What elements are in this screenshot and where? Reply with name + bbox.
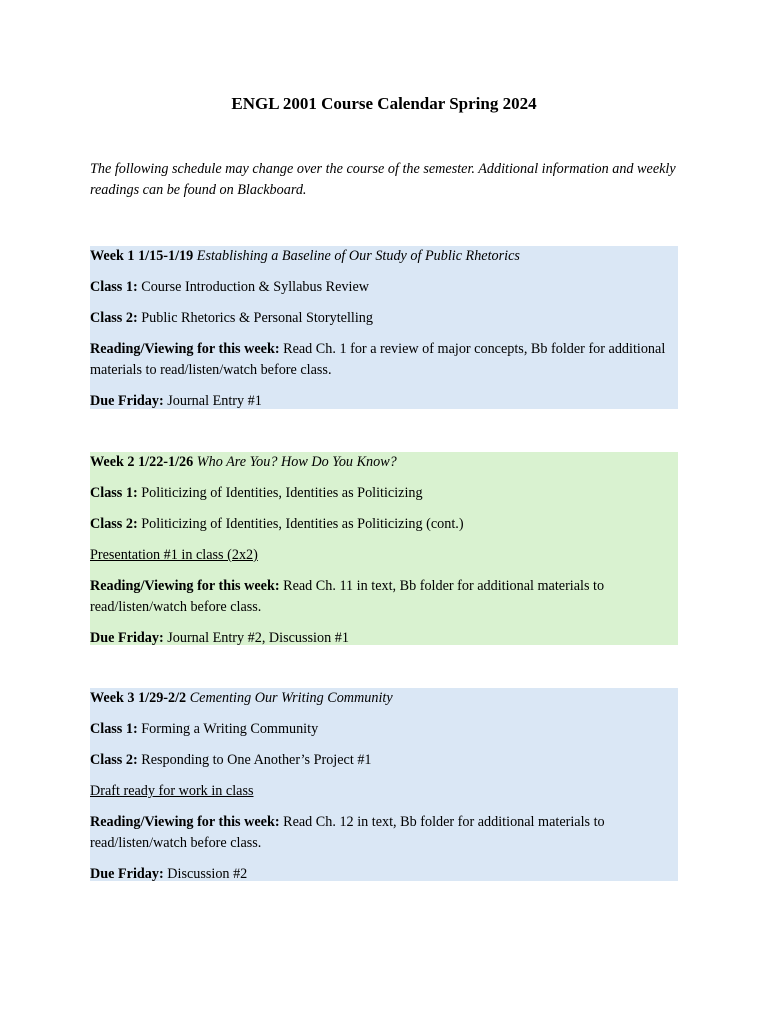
week-theme: Establishing a Baseline of Our Study of Public Rhetorics <box>196 248 520 264</box>
reading-label: Reading/Viewing for this week: <box>90 578 280 594</box>
due-label: Due Friday: <box>90 629 164 646</box>
week-2-section <box>90 452 678 645</box>
class-1-label: Class 1: <box>90 485 138 501</box>
reading-text: Read Ch. 1 for a review of major concepts, Bb folder for additional materials to read/listen/watch before class. <box>90 341 666 378</box>
week-heading <box>90 452 678 473</box>
week-label: Week 1 1/15-1/19 <box>90 248 194 264</box>
class-1-label: Class 1: <box>90 721 138 737</box>
due-label: Due Friday: <box>90 392 164 409</box>
week-theme: Who Are You? How Do You Know? <box>196 454 397 470</box>
week-label: Week 3 1/29-2/2 <box>90 690 187 706</box>
reading-label: Reading/Viewing for this week: <box>90 814 280 830</box>
due-text: Discussion #2 <box>167 865 248 882</box>
week-3-section <box>90 688 678 881</box>
class-2-text: Public Rhetorics & Personal Storytelling <box>141 310 373 326</box>
due-text: Journal Entry #2, Discussion #1 <box>167 629 349 646</box>
week-note: Presentation #1 in class (2x2) <box>90 547 258 563</box>
week-label: Week 2 1/22-1/26 <box>90 454 194 470</box>
reading-row <box>90 812 678 853</box>
due-row <box>90 391 678 412</box>
class-2-label: Class 2: <box>90 752 138 768</box>
class-2-row <box>90 750 678 771</box>
week-heading <box>90 688 678 709</box>
class-1-text: Politicizing of Identities, Identities as Politicizing <box>141 485 423 501</box>
class-2-text: Responding to One Another’s Project #1 <box>141 752 372 768</box>
due-row <box>90 628 678 649</box>
due-row <box>90 864 678 885</box>
class-2-label: Class 2: <box>90 310 138 326</box>
class-2-row <box>90 514 678 535</box>
note-row <box>90 781 678 802</box>
reading-label: Reading/Viewing for this week: <box>90 341 280 357</box>
reading-row <box>90 576 678 617</box>
reading-row <box>90 339 678 380</box>
page-title: ENGL 2001 Course Calendar Spring 2024 <box>231 94 537 113</box>
class-1-text: Forming a Writing Community <box>141 721 319 737</box>
class-1-row <box>90 277 678 298</box>
class-2-text: Politicizing of Identities, Identities as Politicizing (cont.) <box>141 516 464 532</box>
class-1-row <box>90 483 678 504</box>
class-2-row <box>90 308 678 329</box>
class-1-label: Class 1: <box>90 279 138 295</box>
reading-text: Read Ch. 12 in text, Bb folder for additional materials to read/listen/watch before class. <box>90 814 605 851</box>
note-row <box>90 545 678 566</box>
class-1-row <box>90 719 678 740</box>
class-1-text: Course Introduction & Syllabus Review <box>141 279 370 295</box>
class-2-label: Class 2: <box>90 516 138 532</box>
intro-paragraph: The following schedule may change over the course of the semester. Additional information and weekly readings can be found on Blackboard. <box>90 161 676 198</box>
reading-text: Read Ch. 11 in text, Bb folder for additional materials to read/listen/watch before class. <box>90 578 605 615</box>
week-note: Draft ready for work in class <box>90 783 254 799</box>
week-1-section <box>90 246 678 409</box>
week-heading <box>90 246 678 267</box>
due-text: Journal Entry #1 <box>167 392 262 409</box>
due-label: Due Friday: <box>90 865 164 882</box>
week-theme: Cementing Our Writing Community <box>189 690 393 706</box>
